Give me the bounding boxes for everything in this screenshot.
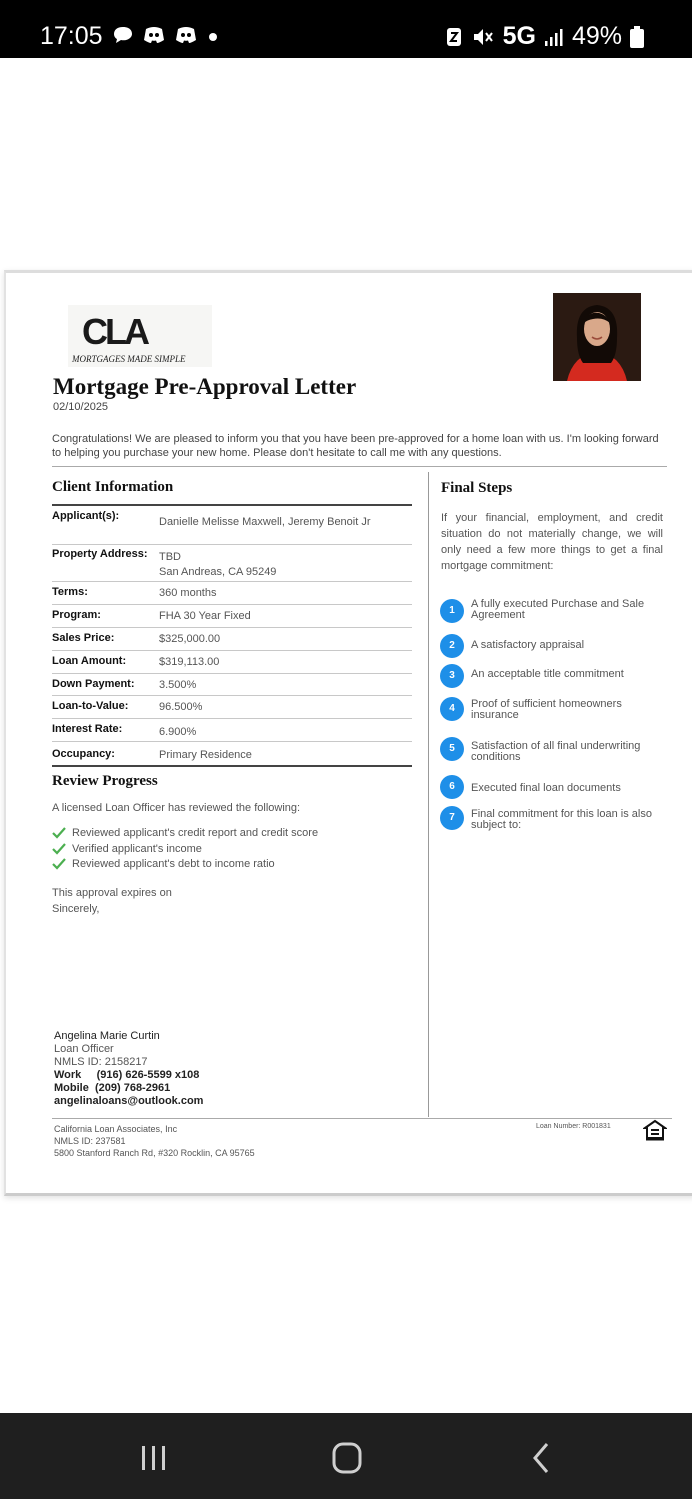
info-value: 6.900% — [159, 726, 197, 738]
company-logo — [68, 305, 212, 367]
loan-officer-photo — [553, 293, 641, 381]
info-label: Terms: — [52, 586, 88, 598]
info-row-down-payment — [52, 674, 412, 696]
step-text: A fully executed Purchase and Sale Agreement — [471, 598, 645, 621]
info-row-loan-amount — [52, 651, 412, 674]
company-footer — [54, 1123, 255, 1159]
check-icon — [52, 843, 66, 855]
expiration-text: This approval expires on — [52, 887, 172, 899]
company-address: 5800 Stanford Ranch Rd, #320 Rocklin, CA 95765 — [54, 1148, 255, 1158]
recents-icon[interactable] — [134, 1438, 174, 1478]
info-row-applicants — [52, 506, 412, 545]
document-title: Mortgage Pre-Approval Letter — [53, 374, 357, 399]
info-value-line2: San Andreas, CA 95249 — [159, 566, 277, 578]
info-row-interest-rate — [52, 719, 412, 742]
info-label: Interest Rate: — [52, 723, 123, 735]
work-label: Work — [54, 1069, 82, 1081]
logo-mark: CLA — [82, 311, 147, 352]
step-number-badge: 5 — [440, 737, 464, 761]
client-info-heading: Client Information — [52, 479, 174, 495]
final-steps-heading: Final Steps — [441, 480, 513, 496]
divider — [52, 1118, 672, 1119]
info-label: Down Payment: — [52, 678, 135, 690]
network-type: 5G — [502, 22, 536, 50]
officer-work-phone — [54, 1069, 203, 1082]
review-item — [52, 858, 275, 870]
mobile-phone-number[interactable]: (209) 768-2961 — [94, 1082, 171, 1094]
chat-bubble-icon — [112, 25, 134, 45]
divider — [52, 466, 667, 467]
company-nmls: NMLS ID: 237581 — [54, 1136, 126, 1146]
info-value: 96.500% — [159, 701, 203, 713]
status-right — [445, 22, 644, 51]
step-text: Executed final loan documents — [471, 782, 621, 794]
info-value: 3.500% — [159, 679, 197, 691]
info-row-property-address — [52, 545, 412, 582]
status-bar — [0, 0, 692, 58]
info-row-occupancy — [52, 742, 412, 767]
intro-paragraph: Congratulations! We are pleased to inform you that you have been pre-approved for a home loan with us. I'm looking forward to helping you purchase your new home. Please don't hesitate to call me with any questions. — [52, 433, 659, 459]
info-value: $319,113.00 — [159, 656, 220, 668]
check-icon — [52, 858, 66, 870]
status-time: 17:05 — [40, 22, 103, 50]
info-label: Loan Amount: — [52, 655, 127, 667]
info-label: Loan-to-Value: — [52, 700, 129, 712]
review-item-text: Reviewed applicant's credit report and credit score — [72, 827, 319, 839]
review-intro: A licensed Loan Officer has reviewed the following: — [52, 802, 301, 814]
info-row-loan-to-value — [52, 696, 412, 719]
review-item — [52, 827, 318, 839]
info-value: Primary Residence — [159, 749, 252, 761]
closing-text: Sincerely, — [52, 903, 100, 915]
loan-officer-signature — [54, 1030, 203, 1108]
mobile-label: Mobile — [54, 1082, 89, 1094]
final-steps-intro: If your financial, employment, and credit situation do not materially change, we will only need a few more things to get a final mortgage commitment: — [441, 512, 663, 572]
info-value: 360 months — [159, 587, 217, 599]
home-icon[interactable] — [327, 1438, 367, 1478]
review-progress-heading: Review Progress — [52, 773, 158, 789]
info-row-program — [52, 605, 412, 628]
info-label: Applicant(s): — [52, 510, 120, 522]
review-item — [52, 843, 202, 855]
info-label: Property Address: — [52, 548, 148, 560]
battery-percent: 49% — [571, 22, 622, 50]
dot-icon — [206, 25, 220, 45]
officer-name: Angelina Marie Curtin — [54, 1030, 160, 1042]
document-date: 02/10/2025 — [53, 401, 109, 413]
signal-icon — [544, 27, 564, 47]
mute-icon — [471, 26, 495, 48]
step-number-badge: 7 — [440, 806, 464, 830]
step-text: A satisfactory appraisal — [471, 639, 585, 651]
notification-icons — [112, 25, 220, 45]
company-name: California Loan Associates, Inc — [54, 1124, 178, 1134]
work-phone-number[interactable]: (916) 626-5599 x108 — [96, 1069, 200, 1081]
navigation-bar — [0, 1413, 692, 1499]
equal-housing-icon — [643, 1119, 667, 1141]
review-item-text: Reviewed applicant's debt to income ratio — [72, 858, 275, 870]
info-row-terms — [52, 582, 412, 605]
info-value: $325,000.00 — [159, 633, 221, 645]
info-value: Danielle Melisse Maxwell, Jeremy Benoit Jr — [159, 516, 371, 528]
officer-mobile-phone — [54, 1082, 203, 1095]
step-number-badge: 3 — [440, 664, 464, 688]
battery-icon — [630, 26, 644, 48]
step-text: An acceptable title commitment — [471, 668, 624, 680]
step-number-badge: 2 — [440, 634, 464, 658]
info-label: Sales Price: — [52, 632, 115, 644]
step-text: Proof of sufficient homeowners insurance — [471, 698, 622, 721]
info-value: TBD — [159, 551, 181, 563]
officer-role: Loan Officer — [54, 1043, 114, 1055]
pre-approval-document — [4, 270, 692, 1196]
logo-tagline: MORTGAGES MADE SIMPLE — [72, 354, 186, 364]
step-number-badge: 4 — [440, 697, 464, 721]
step-number-badge: 1 — [440, 599, 464, 623]
discord-icon — [142, 25, 166, 45]
info-value: FHA 30 Year Fixed — [159, 610, 251, 622]
step-text: Satisfaction of all final underwriting conditions — [471, 740, 641, 763]
discord-icon — [174, 25, 198, 45]
review-item-text: Verified applicant's income — [72, 843, 202, 855]
info-label: Program: — [52, 609, 101, 621]
back-icon[interactable] — [522, 1438, 562, 1478]
officer-nmls: NMLS ID: 2158217 — [54, 1056, 148, 1068]
loan-number: Loan Number: R001831 — [536, 1123, 611, 1130]
officer-email[interactable]: angelinaloans@outlook.com — [54, 1095, 204, 1107]
column-divider — [428, 472, 429, 1117]
step-text: Final commitment for this loan is also subject to: — [471, 808, 652, 831]
info-label: Occupancy: — [52, 748, 115, 760]
check-icon — [52, 827, 66, 839]
step-number-badge: 6 — [440, 775, 464, 799]
nfc-icon — [445, 26, 463, 48]
info-row-sales-price — [52, 628, 412, 651]
